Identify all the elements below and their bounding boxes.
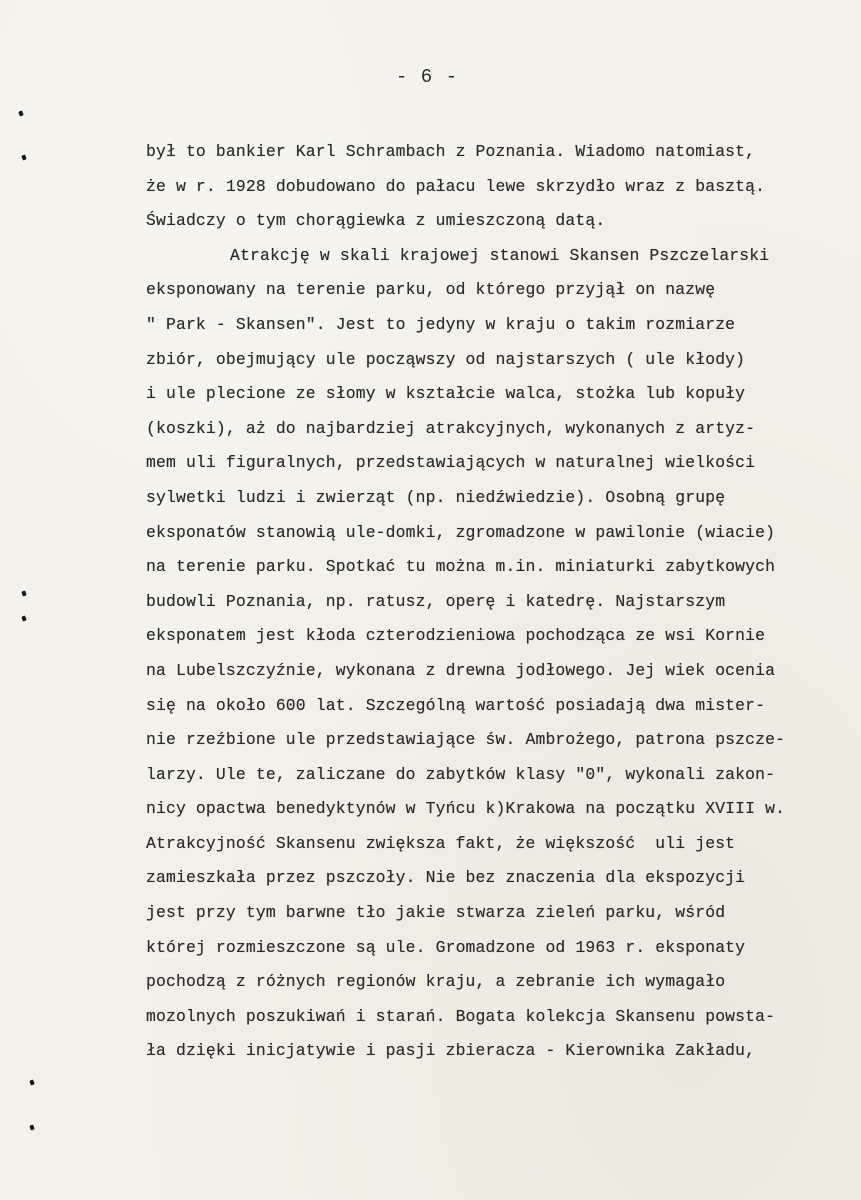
text-line: larzy. Ule te, zaliczane do zabytków klasy "0", wykonali zakon-	[146, 764, 776, 784]
text-line: której rozmieszczone są ule. Gromadzone od 1963 r. eksponaty	[146, 937, 746, 957]
text-line: " Park - Skansen". Jest to jedyny w kraju o takim rozmiarze	[146, 314, 736, 334]
text-line: budowli Poznania, np. ratusz, operę i katedrę. Najstarszym	[146, 591, 726, 611]
margin-mark	[29, 1079, 34, 1085]
page-number: - 6 -	[396, 66, 459, 88]
text-line: ła dzięki inicjatywie i pasji zbieracza - Kierownika Zakładu,	[146, 1041, 756, 1061]
body-text	[146, 135, 836, 1069]
text-line: eksponatów stanowią ule-domki, zgromadzone w pawilonie (wiacie)	[146, 522, 776, 542]
margin-mark	[21, 615, 26, 621]
text-line: jest przy tym barwne tło jakie stwarza zieleń parku, wśród	[146, 903, 726, 923]
text-line: na Lubelszczyźnie, wykonana z drewna jodłowego. Jej wiek ocenia	[146, 660, 776, 680]
margin-mark	[21, 590, 26, 596]
text-line: nicy opactwa benedyktynów w Tyńcu k)Krakowa na początku XVIII w.	[146, 799, 786, 819]
text-line: i ule plecione ze słomy w kształcie walca, stożka lub kopuły	[146, 384, 746, 404]
text-line: zbiór, obejmujący ule począwszy od najstarszych ( ule kłody)	[146, 349, 746, 369]
margin-mark	[18, 110, 23, 116]
text-line: na terenie parku. Spotkać tu można m.in. miniaturki zabytkowych	[146, 557, 776, 577]
text-line: zamieszkała przez pszczoły. Nie bez znaczenia dla ekspozycji	[146, 868, 746, 888]
text-line: eksponatem jest kłoda czterodzieniowa pochodząca ze wsi Kornie	[146, 626, 766, 646]
text-line: Świadczy o tym chorągiewka z umieszczoną datą.	[146, 211, 606, 231]
text-line: sylwetki ludzi i zwierząt (np. niedźwiedzie). Osobną grupę	[146, 487, 726, 507]
margin-mark	[29, 1124, 34, 1130]
text-line: był to bankier Karl Schrambach z Poznania. Wiadomo natomiast,	[146, 142, 756, 161]
text-line: (koszki), aż do najbardziej atrakcyjnych, wykonanych z artyz-	[146, 418, 756, 438]
text-line: eksponowany na terenie parku, od którego przyjął on nazwę	[146, 280, 716, 300]
text-line: nie rzeźbione ule przedstawiające św. Ambrożego, patrona pszcze-	[146, 730, 786, 750]
text-line: mem uli figuralnych, przedstawiających w naturalnej wielkości	[146, 453, 756, 473]
margin-mark	[21, 154, 26, 160]
text-line: mozolnych poszukiwań i starań. Bogata kolekcja Skansenu powsta-	[146, 1006, 776, 1026]
text-line: że w r. 1928 dobudowano do pałacu lewe skrzydło wraz z basztą.	[146, 176, 766, 196]
text-line: Atrakcję w skali krajowej stanowi Skansen Pszczelarski	[230, 245, 770, 265]
text-line: się na około 600 lat. Szczególną wartość posiadają dwa mister-	[146, 695, 766, 715]
text-line: pochodzą z różnych regionów kraju, a zebranie ich wymagało	[146, 972, 726, 992]
text-line: Atrakcyjność Skansenu zwiększa fakt, że większość uli jest	[146, 833, 736, 853]
